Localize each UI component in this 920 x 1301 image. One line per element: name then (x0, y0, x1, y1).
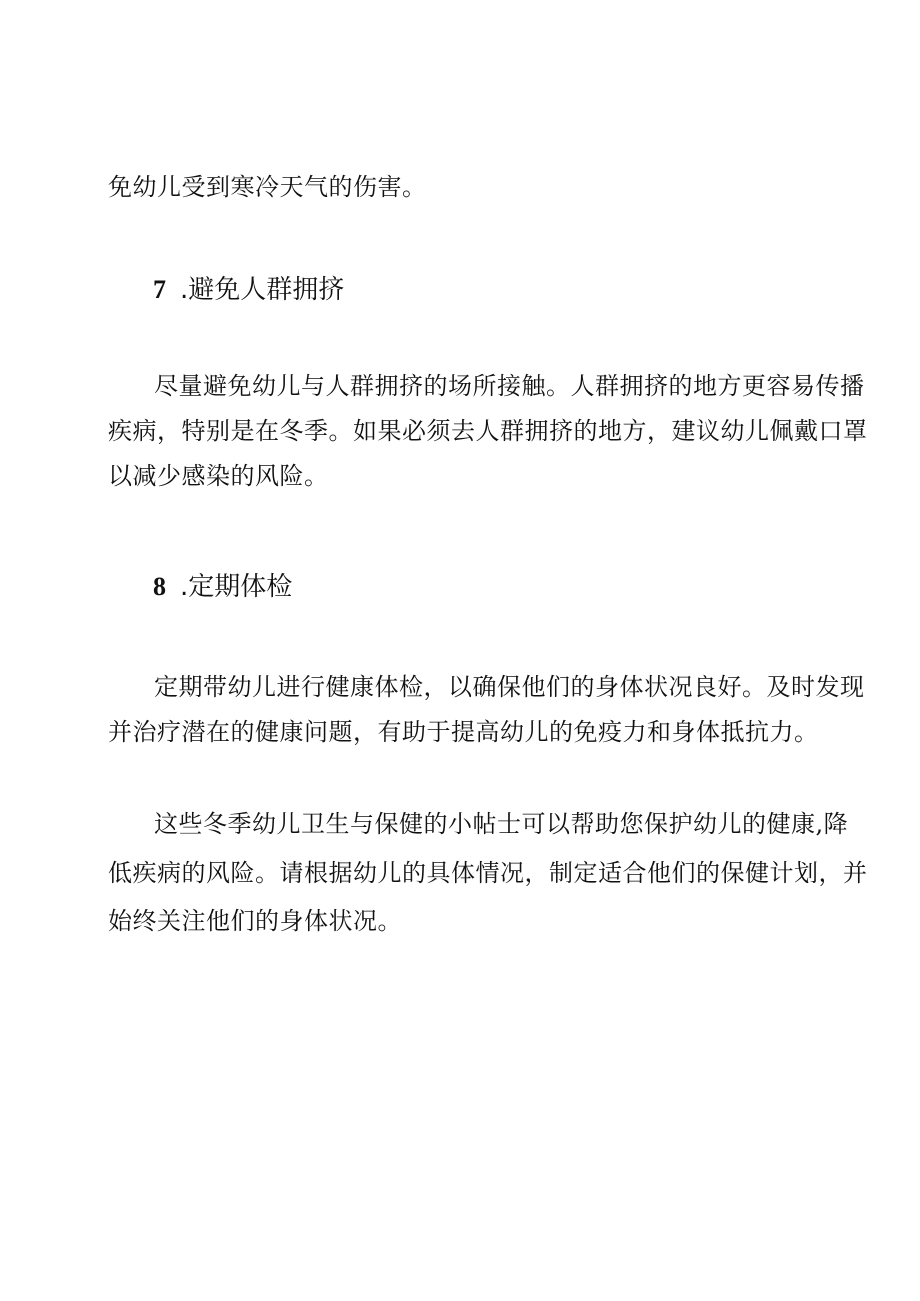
paragraph-line: 低疾病的风险。请根据幼儿的具体情况，制定适合他们的保健计划，并 (108, 859, 868, 887)
section-8-heading (153, 567, 292, 607)
paragraph-line: 尽量避免幼儿与人群拥挤的场所接触。人群拥挤的地方更容易传播 (154, 372, 865, 400)
paragraph-line: 始终关注他们的身体状况。 (108, 907, 402, 935)
paragraph-line: 以减少感染的风险。 (108, 462, 329, 490)
paragraph-line: 并治疗潜在的健康问题，有助于提高幼儿的免疫力和身体抵抗力。 (108, 718, 819, 746)
paragraph-line: 这些冬季幼儿卫生与保健的小帖士可以帮助您保护幼儿的健康,降 (154, 810, 849, 838)
paragraph-line: 疾病，特别是在冬季。如果必须去人群拥挤的地方，建议幼儿佩戴口罩 (108, 417, 868, 445)
section-8-title: .定期体检 (180, 572, 293, 602)
section-7-number: 7 (153, 275, 166, 304)
paragraph-line: 定期带幼儿进行健康体检，以确保他们的身体状况良好。及时发现 (154, 673, 865, 701)
section-7-heading (153, 270, 344, 310)
section-7-title: .避免人群拥挤 (180, 275, 345, 305)
intro-paragraph-line: 免幼儿受到寒冷天气的伤害。 (108, 173, 427, 201)
section-8-number: 8 (153, 572, 166, 601)
